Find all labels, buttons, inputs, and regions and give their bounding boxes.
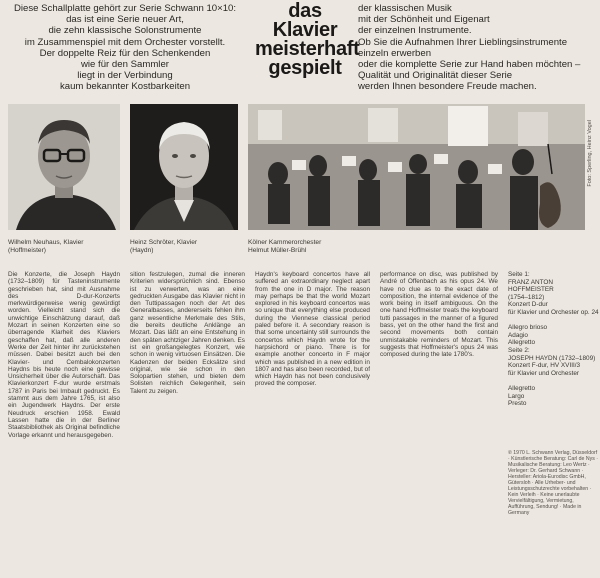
intro-line: die zehn klassische Solonstrumente: [48, 25, 202, 37]
intro-text-left: [0, 3, 250, 93]
track-line: Seite 1:: [508, 271, 530, 278]
caption-schroeter: [130, 239, 197, 255]
series-title-line: meisterhaft: [255, 38, 360, 60]
label-credits: ℗ 1970 L. Schwann Verlag, Düsseldorf · Künstlerische Beratung: Carl de Nys · Musikalische Beratung: Leo Wertz · Verleger: Dr. Gerhard Schwann · Hersteller: Ariola-Eurodisc GmbH, Gütersloh · Alle Urheber- und Leistungsschutzrechte vorbehalten · Kein Verleih · Keine unerlaubte Vervielfältigung, Vermietung, Aufführung, Sendung! · Made in Germany: [508, 450, 598, 516]
track-line: für Klavier und Orchester: [508, 369, 580, 377]
intro-line: der einzelnen Instrumente.: [358, 25, 472, 37]
track-line: Allegretto: [508, 384, 535, 392]
series-title-line: das: [288, 0, 322, 22]
text-column-4: performance on disc, was published by André of Offenbach as his opus 24. We have no clue as to the exact date of composition, the internal evidence of the work being in itself ambiguous. On the one hand Hoffmeister treats the keyboard tutti passages in the manner of a figured bass, yet on the other hand the first and second movements both contain unmistakable reminders of Mozart. This suggests that Hoffmeister's opus 24 was composed during the late 1780's.: [380, 271, 498, 359]
text-column-3: Haydn's keyboard concertos have all suffered an extraordinary neglect apart from the one in D major. The reason may perhaps be that the world Mozart explored in his keyboard concertos was so unique that everything else produced during the Viennese classical period paled before it. A secondary reason is that some uncertainty still surrounds the concertos which Haydn wrote for the harpsichord or piano. There is for example another concerto in F major which was published in a new edition in 1807 and has also been recorded, but of which Haydn has not been conclusively proved the composer.: [255, 271, 370, 388]
intro-line: das ist eine Serie neuer Art,: [66, 14, 184, 26]
intro-text-right: [358, 3, 600, 93]
intro-line: mit der Schönheit und Eigenart: [358, 14, 490, 26]
caption-line: Kölner Kammerorchester: [248, 239, 322, 246]
track-line: FRANZ ANTON HOFFMEISTER: [508, 278, 554, 294]
track-line: Allegretto: [508, 339, 535, 347]
track-line: Adagio: [508, 331, 528, 339]
intro-line: der klassischen Musik: [358, 3, 452, 14]
track-line: (1754–1812): [508, 293, 545, 301]
track-line: Allegro brioso: [508, 324, 548, 332]
track-line: Presto: [508, 400, 527, 408]
track-line: für Klavier und Orchester op. 24: [508, 308, 599, 316]
intro-line: Qualität und Originalität dieser Serie: [358, 70, 513, 82]
intro-line: werden Ihnen besondere Freude machen.: [358, 81, 537, 93]
intro-line: oder die komplette Serie zur Hand haben möchten –: [358, 58, 581, 70]
intro-line: liegt in der Verbindung: [77, 70, 173, 82]
intro-line: kaum bekannter Kostbarkeiten: [59, 81, 191, 93]
intro-line: einzeln erwerben: [358, 47, 432, 59]
intro-line: wie für den Sammler: [81, 58, 169, 70]
photo-pianist-schroeter: [130, 104, 238, 230]
caption-line: (Haydn): [130, 247, 154, 254]
series-title: [255, 0, 360, 79]
track-line: Largo: [508, 392, 525, 400]
orchestra-image: [248, 104, 585, 230]
text-column-2: sition festzulegen, zumal die inneren Kriterien widersprüchlich sind. Ebenso ist zu verwerten, was an eine gedruckten Ausgabe das Klavier nicht in den Tuttipassagen noch der Art des Generalbasses, andererseits fehlen ihm ganz wesentliche Merkmale des Stils, die bereits deutliche Anklänge an Mozart. Das läßt an eine Entstehung in den späten achtziger Jahren denken. Es ist ein großangelegtes Konzert, wie schon in wenig virtuosen Einsätzen. Die Kadenzen der beiden Ecksätze sind original, wie sie schon in den Solopartien stehen, und bieten dem Solisten reichlich Gelegenheit, sein Talent zu zeigen.: [130, 271, 245, 395]
intro-line: im Zusammenspiel mit dem Orchester vorstellt.: [24, 36, 226, 48]
track-line: Konzert F-dur, HV XVIII/3: [508, 362, 581, 370]
photo-pianist-neuhaus: [8, 104, 120, 230]
track-line: Konzert D-dur: [508, 301, 548, 309]
track-line: JOSEPH HAYDN (1732–1809): [508, 354, 596, 362]
caption-line: Helmut Müller-Brühl: [248, 247, 307, 254]
series-title-line: gespielt: [268, 57, 342, 79]
intro-line: Ob Sie die Aufnahmen Ihrer Lieblingsinstrumente: [358, 36, 568, 48]
intro-line: Der doppelte Reiz für den Schenkenden: [39, 47, 211, 59]
track-listing: [508, 271, 600, 408]
caption-neuhaus: [8, 239, 84, 255]
caption-line: Wilhelm Neuhaus, Klavier: [8, 239, 84, 246]
photo-credit: Foto: Sperling, Heinz Vogel: [587, 120, 593, 187]
portrait-image: [130, 104, 238, 230]
track-line: [508, 317, 600, 325]
caption-line: Heinz Schröter, Klavier: [130, 239, 198, 246]
portrait-image: [8, 104, 120, 230]
caption-line: (Hoffmeister): [8, 247, 46, 254]
track-line: Seite 2:: [508, 346, 530, 354]
track-line: [508, 377, 600, 385]
intro-line: Diese Schallplatte gehört zur Serie Schwann 10×10:: [13, 3, 237, 14]
series-title-line: Klavier: [272, 19, 338, 41]
photo-orchestra: [248, 104, 585, 230]
caption-orchestra: [248, 239, 321, 255]
text-column-1: Die Konzerte, die Joseph Haydn (1732–1809) für Tasteninstrumente geschrieben hat, sind mit Ausnahme des D-dur-Konzerts merkwürdigerweise wenig gewürdigt worden. Vielleicht stand sich die unwichtige Einschätzung darauf, daß Mozart in seinen Konzerten eine so überragende Klarheit des Klaviers geschaffen hat, daß alle anderen Werke der Zeit hinter ihr zurückstehen müssen. Dabei besitzt auch bei den Klavier- und Cembalokonzerten Haydns bis heute noch eine gewisse Unsicherheit über die Autorschaft. Das Klavierkonzert F-dur wurde erstmals 1787 in Paris bei Imbault gedruckt. Es stammt aus dem Jahre 1765, ist also ein Jugendwerk Haydns. Der erste Neudruck erschien 1958. Ewald Lassen hatte die in der Berliner Staatsbibliothek als Original befindliche Vorlage erkannt und herausgegeben.: [8, 271, 120, 439]
